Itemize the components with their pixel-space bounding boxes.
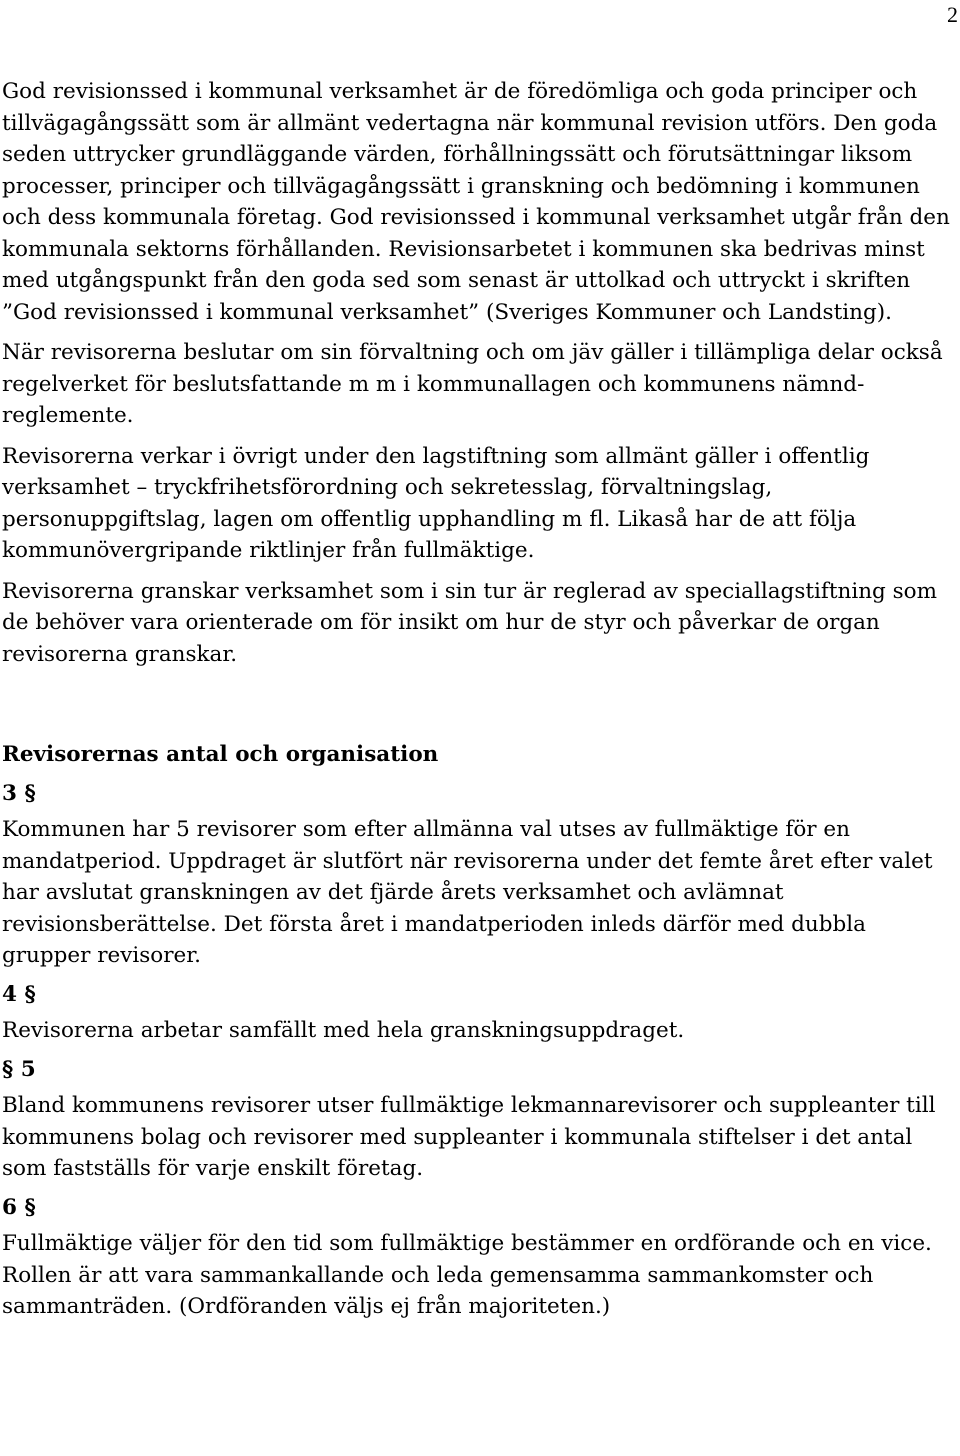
section-mark-6: 6 § bbox=[2, 1194, 36, 1220]
intro-paragraph-2: När revisorerna beslutar om sin förvaltning och om jäv gäller i tillämpliga delar också regelverket för beslutsfattande m m i kommunallagen och kommunens nämnd- reglemente. bbox=[2, 340, 943, 428]
document-body bbox=[2, 76, 954, 1323]
section-5-text: Bland kommunens revisorer utser fullmäktige lekmannarevisorer och suppleanter till kommunens bolag och revisorer med suppleanter i kommunala stiftelser i det antal som fastställs för varje enskilt företag. bbox=[2, 1093, 936, 1181]
section-4-text: Revisorerna arbetar samfällt med hela granskningsuppdraget. bbox=[2, 1018, 685, 1043]
section-mark-4: 4 § bbox=[2, 981, 36, 1007]
section-6-text: Fullmäktige väljer för den tid som fullmäktige bestämmer en ordförande och en vice. Rollen är att vara sammankallande och leda gemensamma sammankomster och sammanträden. (Ordföranden väljs ej från majoriteten.) bbox=[2, 1231, 932, 1319]
intro-paragraph-3: Revisorerna verkar i övrigt under den lagstiftning som allmänt gäller i offentlig verksamhet – tryckfrihetsförordning och sekretesslag, förvaltningslag, personuppgiftslag, lagen om offentlig upphandling m fl. Likaså har de att följa kommunövergripande riktlinjer från fullmäktige. bbox=[2, 443, 870, 563]
section-mark-3: 3 § bbox=[2, 780, 36, 806]
section-mark-5: § 5 bbox=[2, 1056, 36, 1082]
intro-paragraph-1: God revisionssed i kommunal verksamhet är de föredömliga och goda principer och tillvägagångssätt som är allmänt vedertagna när kommunal revision utförs. Den goda seden uttrycker grundläggande värden, förhållningssätt och förutsättningar liksom processer, principer och tillvägagångssätt i granskning och bedömning i kommunen och dess kommunala företag. God revisionssed i kommunal verksamhet utgår från den kommunala sektorns förhållanden. Revisionsarbetet i kommunen ska bedrivas minst med utgångspunkt från den goda sed som senast är uttolkad och uttryckt i skriften ”God revisionssed i kommunal verksamhet” (Sveriges Kommuner och Landsting). bbox=[2, 79, 950, 325]
intro-paragraph-4: Revisorerna granskar verksamhet som i sin tur är reglerad av speciallagstiftning som de behöver vara orienterade om för insikt om hur de styr och påverkar de organ revisorerna granskar. bbox=[2, 578, 937, 667]
section-heading: Revisorernas antal och organisation bbox=[2, 742, 439, 767]
page-number: 2 bbox=[947, 2, 958, 27]
section-3-text: Kommunen har 5 revisorer som efter allmänna val utses av fullmäktige för en mandatperiod. Uppdraget är slutfört när revisorerna under det femte året efter valet har avslutat granskningen av det fjärde årets verksamhet och avlämnat revisionsberättelse. Det första året i mandatperioden inleds därför med dubbla grupper revisorer. bbox=[2, 817, 933, 968]
